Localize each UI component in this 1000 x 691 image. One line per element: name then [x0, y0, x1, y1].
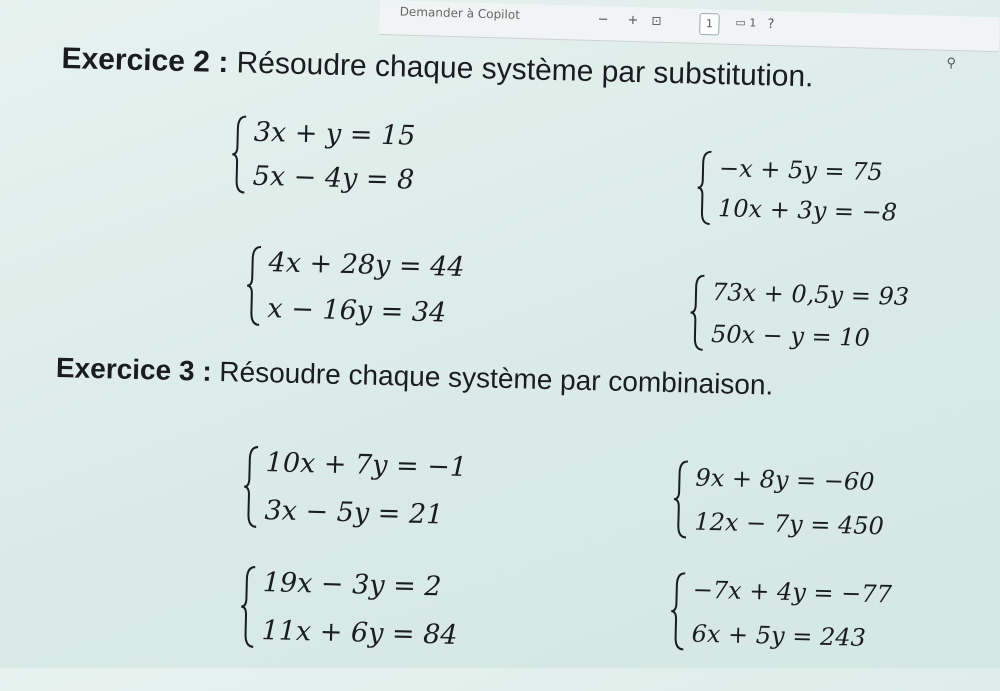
zoom-in-button[interactable]: +: [627, 12, 639, 29]
exercise-3-heading: [56, 352, 774, 402]
equation: 4x + 28y = 44: [268, 247, 465, 283]
equation: 3x − 5y = 21: [264, 495, 444, 531]
equation: x − 16y = 34: [267, 293, 447, 329]
brace-icon: [669, 571, 687, 651]
search-icon[interactable]: ⚲: [946, 55, 957, 72]
zoom-out-button[interactable]: −: [597, 12, 609, 28]
system-3d: [669, 571, 892, 656]
equation: 9x + 8y = −60: [695, 463, 875, 497]
equation: −7x + 4y = −77: [692, 575, 893, 609]
brace-icon: [242, 445, 260, 529]
equation: 73x + 0,5y = 93: [711, 278, 910, 311]
exercise-2-label: Exercice 2 :: [61, 42, 229, 80]
brace-icon: [672, 459, 690, 539]
brace-icon: [689, 273, 707, 351]
equation: 3x + y = 15: [253, 116, 416, 152]
system-2b: [696, 150, 899, 231]
help-icon[interactable]: ?: [767, 16, 775, 33]
system-3a: [242, 445, 467, 534]
brace-icon: [696, 150, 714, 226]
exercise-2-heading: [61, 42, 814, 94]
equation: 5x − 4y = 8: [252, 160, 415, 196]
system-2d: [689, 273, 910, 356]
exercise-2-instruction: Résoudre chaque système par substitution.: [236, 46, 814, 94]
equation: 10x + 7y = −1: [265, 447, 468, 484]
equation: 11x + 6y = 84: [261, 615, 458, 651]
system-3b: [672, 459, 885, 544]
equation: 19x − 3y = 2: [262, 567, 442, 603]
page-total-value: 1: [749, 16, 757, 30]
page-total: ▭ 1: [735, 15, 757, 30]
system-2a: [230, 114, 415, 198]
equation: 12x − 7y = 450: [694, 507, 885, 541]
equation: 10x + 3y = −8: [717, 194, 898, 227]
exercise-3-instruction: Résoudre chaque système par combinaison.: [219, 355, 774, 401]
equation: −x + 5y = 75: [718, 154, 884, 187]
system-2c: [245, 245, 465, 332]
equation: 50x − y = 10: [710, 319, 871, 352]
page-number-input[interactable]: 1: [699, 13, 720, 36]
brace-icon: [239, 565, 257, 649]
fit-page-icon[interactable]: ⊡: [651, 13, 662, 28]
system-3c: [239, 565, 459, 654]
equation: 6x + 5y = 243: [691, 619, 867, 652]
brace-icon: [245, 245, 263, 327]
exercise-3-label: Exercice 3 :: [55, 352, 213, 387]
brace-icon: [230, 114, 248, 194]
ask-copilot-button[interactable]: Demander à Copilot: [399, 4, 521, 22]
